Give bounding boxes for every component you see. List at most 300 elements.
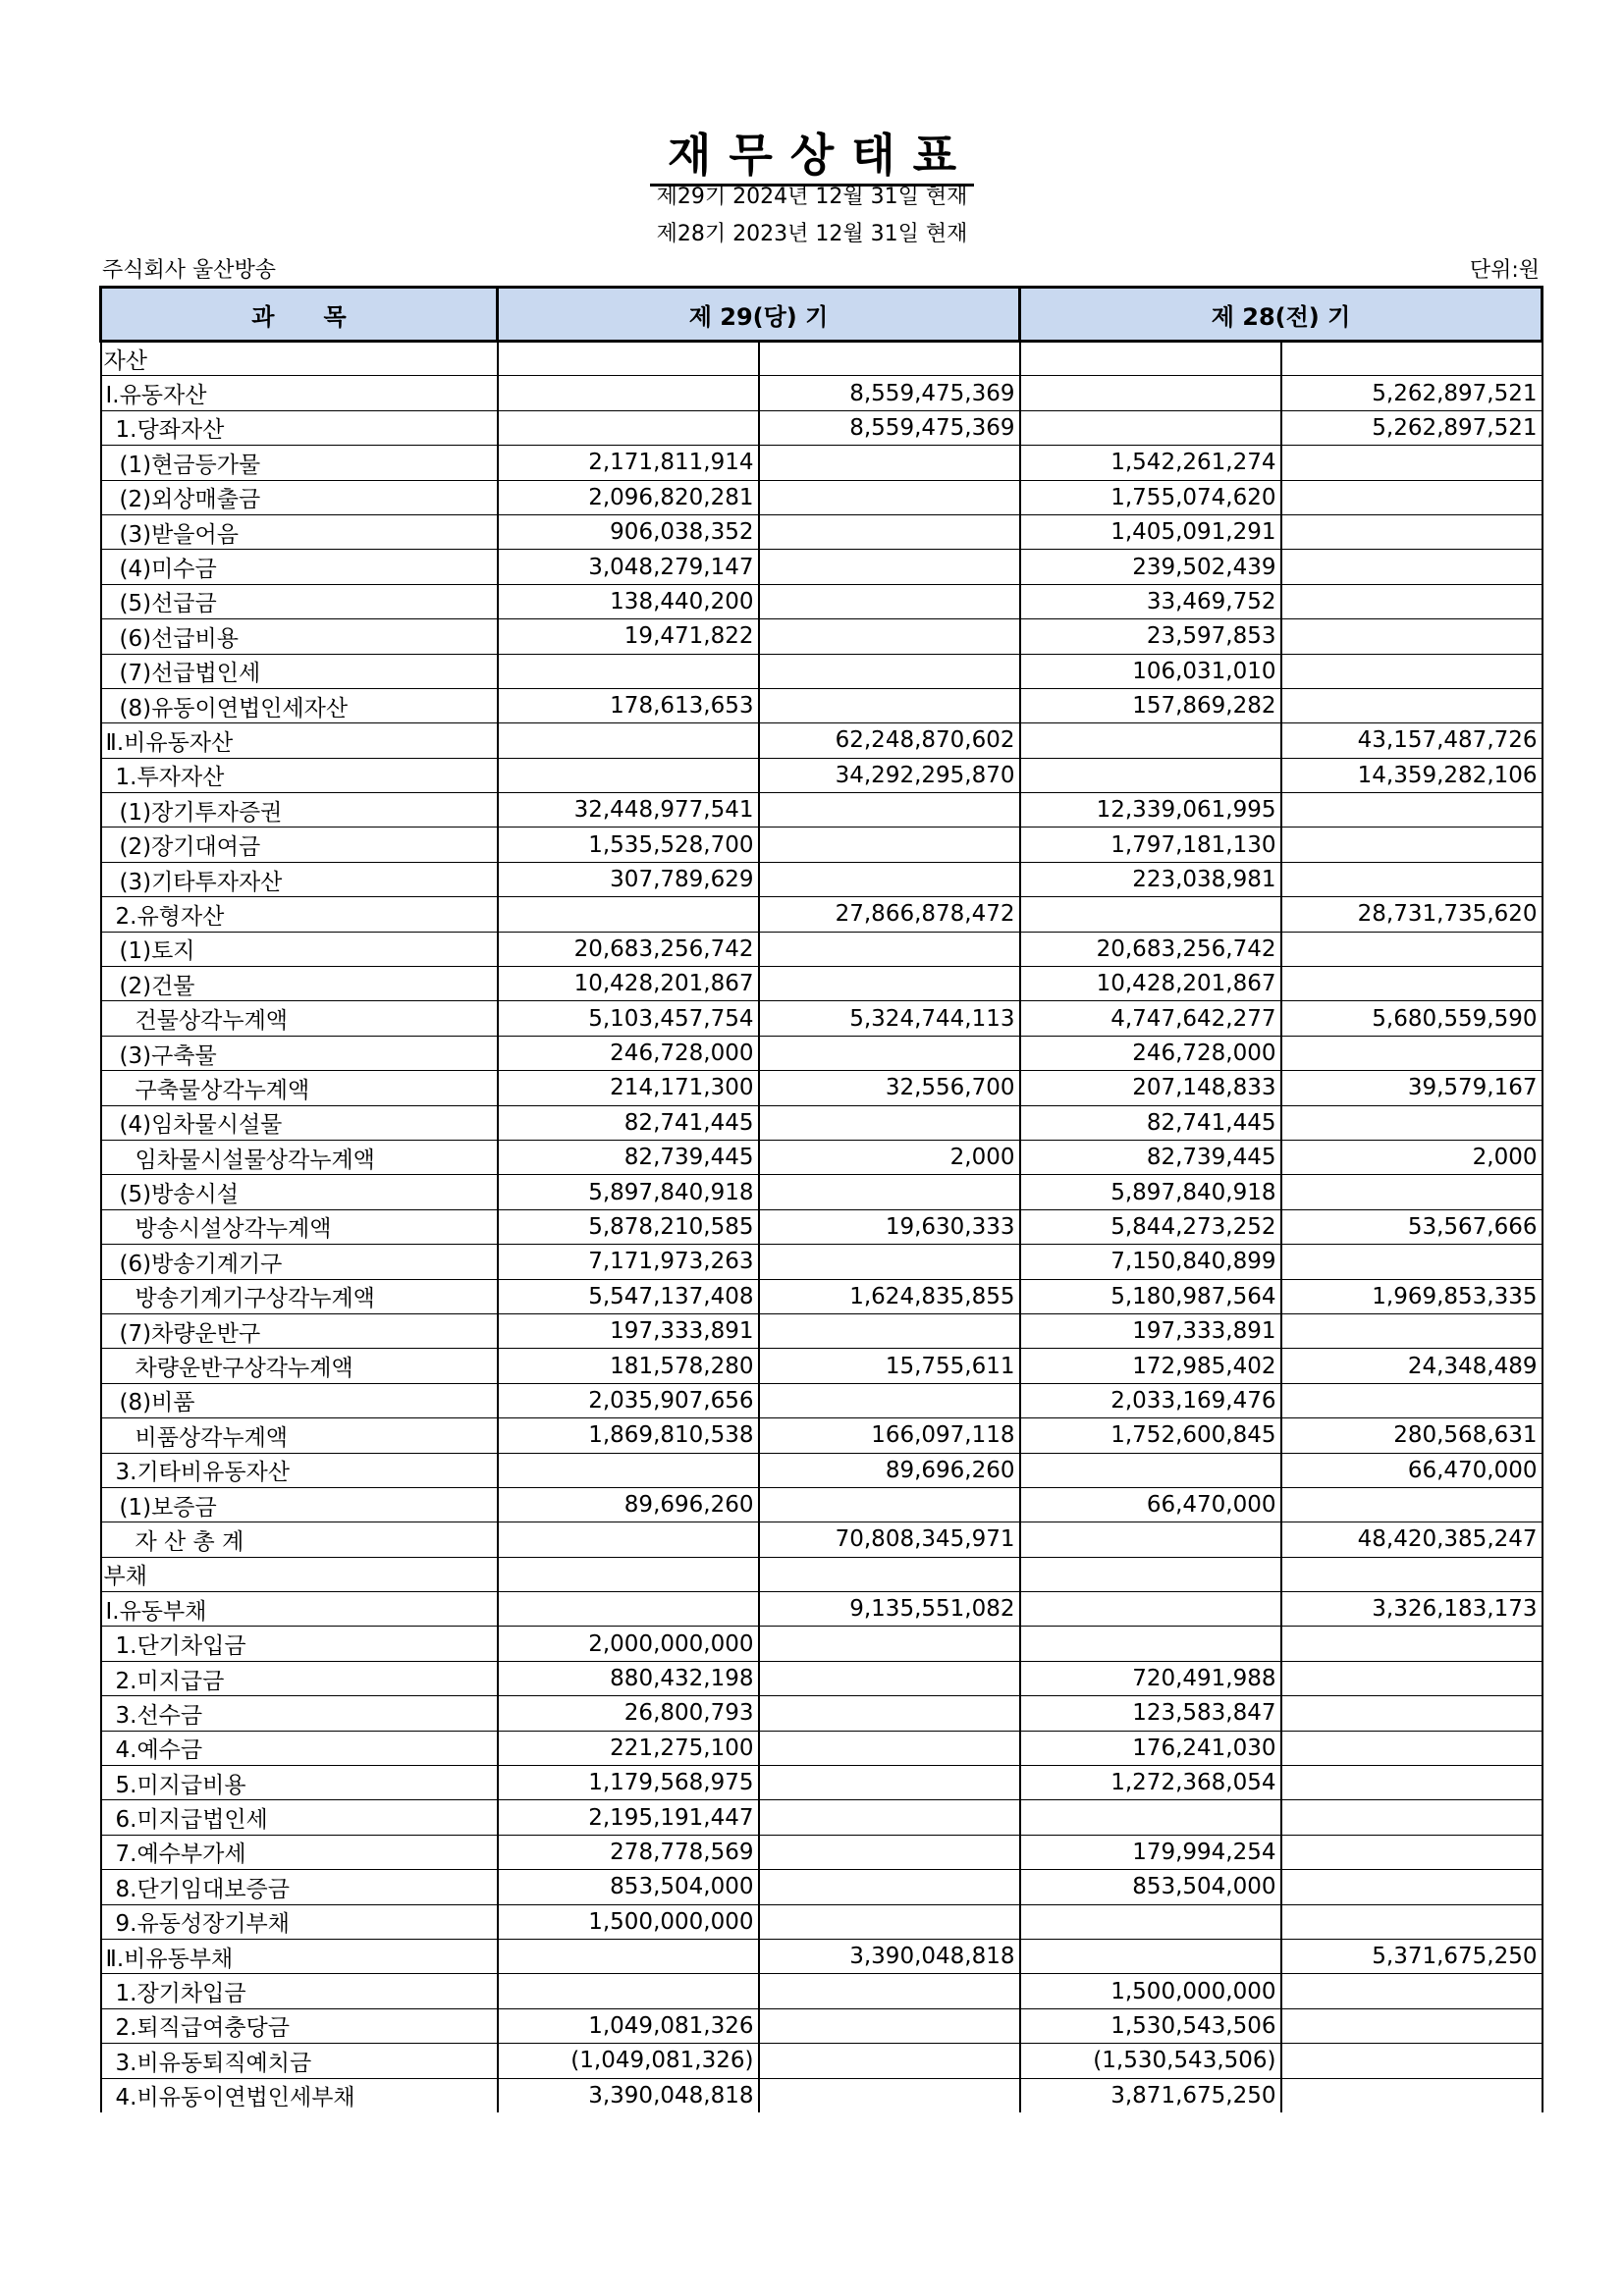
prior-total-cell <box>1281 1696 1543 1731</box>
current-detail-cell: 5,897,840,918 <box>498 1175 759 1209</box>
current-total-cell: 89,696,260 <box>759 1453 1020 1487</box>
table-row <box>101 967 1543 1001</box>
table-row <box>101 828 1543 862</box>
table-row <box>101 1418 1543 1453</box>
prior-detail-cell <box>1020 723 1281 758</box>
prior-detail-cell <box>1020 1800 1281 1835</box>
current-detail-cell: 5,547,137,408 <box>498 1279 759 1313</box>
row-label: 3.기타비유동자산 <box>101 1453 498 1487</box>
row-label: Ⅰ.유동자산 <box>101 376 498 410</box>
header-row <box>101 288 1543 342</box>
prior-total-cell: 280,568,631 <box>1281 1418 1543 1453</box>
row-label: 6.미지급법인세 <box>101 1800 498 1835</box>
prior-total-cell: 39,579,167 <box>1281 1071 1543 1105</box>
row-label: 3.선수금 <box>101 1696 498 1731</box>
current-total-cell: 62,248,870,602 <box>759 723 1020 758</box>
current-total-cell <box>759 1661 1020 1695</box>
prior-detail-cell: 10,428,201,867 <box>1020 967 1281 1001</box>
prior-detail-cell: 1,797,181,130 <box>1020 828 1281 862</box>
row-label: (6)선급비용 <box>101 619 498 654</box>
current-detail-cell <box>498 1453 759 1487</box>
current-total-cell <box>759 828 1020 862</box>
prior-total-cell <box>1281 793 1543 828</box>
table-row <box>101 1557 1543 1591</box>
table-row <box>101 376 1543 410</box>
current-detail-cell: 1,535,528,700 <box>498 828 759 862</box>
current-total-cell <box>759 1835 1020 1869</box>
row-label: 1.투자자산 <box>101 758 498 792</box>
row-label: 차량운반구상각누계액 <box>101 1349 498 1383</box>
header-prior: 제 28(전) 기 <box>1020 288 1543 342</box>
prior-total-cell <box>1281 1487 1543 1522</box>
prior-detail-cell: 197,333,891 <box>1020 1313 1281 1348</box>
header-item: 과 목 <box>101 288 498 342</box>
prior-detail-cell: 223,038,981 <box>1020 862 1281 896</box>
table-row <box>101 1939 1543 1973</box>
current-detail-cell: 221,275,100 <box>498 1731 759 1765</box>
current-total-cell: 2,000 <box>759 1140 1020 1174</box>
current-total-cell <box>759 1105 1020 1140</box>
prior-detail-cell: 3,871,675,250 <box>1020 2078 1281 2112</box>
row-label: 부채 <box>101 1557 498 1591</box>
current-total-cell: 70,808,345,971 <box>759 1522 1020 1557</box>
prior-total-cell <box>1281 1627 1543 1661</box>
prior-detail-cell: 23,597,853 <box>1020 619 1281 654</box>
row-label: 임차물시설물상각누계액 <box>101 1140 498 1174</box>
prior-total-cell: 53,567,666 <box>1281 1209 1543 1244</box>
current-total-cell <box>759 1904 1020 1939</box>
unit-label: 단위:원 <box>1469 258 1540 283</box>
prior-detail-cell: 20,683,256,742 <box>1020 932 1281 966</box>
prior-detail-cell <box>1020 1627 1281 1661</box>
prior-total-cell <box>1281 446 1543 480</box>
current-detail-cell: 246,728,000 <box>498 1036 759 1070</box>
row-label: 1.단기차입금 <box>101 1627 498 1661</box>
row-label: 비품상각누계액 <box>101 1418 498 1453</box>
prior-total-cell <box>1281 2044 1543 2078</box>
current-total-cell <box>759 1557 1020 1591</box>
current-detail-cell <box>498 1592 759 1627</box>
current-total-cell: 34,292,295,870 <box>759 758 1020 792</box>
current-total-cell: 19,630,333 <box>759 1209 1020 1244</box>
row-label: Ⅰ.유동부채 <box>101 1592 498 1627</box>
row-label: (3)기타투자자산 <box>101 862 498 896</box>
current-detail-cell: 1,179,568,975 <box>498 1766 759 1800</box>
current-detail-cell <box>498 1939 759 1973</box>
current-detail-cell: 2,195,191,447 <box>498 1800 759 1835</box>
current-total-cell: 3,390,048,818 <box>759 1939 1020 1973</box>
current-detail-cell <box>498 342 759 376</box>
current-detail-cell: 7,171,973,263 <box>498 1245 759 1279</box>
prior-detail-cell: 179,994,254 <box>1020 1835 1281 1869</box>
table-row <box>101 342 1543 376</box>
table-row <box>101 514 1543 549</box>
current-total-cell <box>759 1036 1020 1070</box>
current-detail-cell: 2,171,811,914 <box>498 446 759 480</box>
header-current: 제 29(당) 기 <box>498 288 1020 342</box>
prior-detail-cell: (1,530,543,506) <box>1020 2044 1281 2078</box>
current-total-cell <box>759 2008 1020 2043</box>
current-total-cell <box>759 862 1020 896</box>
current-detail-cell <box>498 376 759 410</box>
table-row <box>101 619 1543 654</box>
prior-total-cell <box>1281 1974 1543 2008</box>
row-label: 자산 <box>101 342 498 376</box>
table-row <box>101 1661 1543 1695</box>
current-detail-cell: 3,390,048,818 <box>498 2078 759 2112</box>
table-body <box>101 342 1543 2113</box>
prior-total-cell <box>1281 1731 1543 1765</box>
current-total-cell <box>759 932 1020 966</box>
current-total-cell <box>759 1974 1020 2008</box>
table-row <box>101 862 1543 896</box>
row-label: (7)차량운반구 <box>101 1313 498 1348</box>
prior-detail-cell: 1,272,368,054 <box>1020 1766 1281 1800</box>
prior-total-cell <box>1281 932 1543 966</box>
current-total-cell <box>759 793 1020 828</box>
prior-total-cell <box>1281 480 1543 514</box>
table-row <box>101 1140 1543 1174</box>
table-row <box>101 1279 1543 1313</box>
table-row <box>101 1592 1543 1627</box>
current-total-cell: 27,866,878,472 <box>759 897 1020 932</box>
current-detail-cell: 82,739,445 <box>498 1140 759 1174</box>
current-total-cell <box>759 1245 1020 1279</box>
row-label: 자 산 총 계 <box>101 1522 498 1557</box>
current-total-cell: 8,559,475,369 <box>759 376 1020 410</box>
current-detail-cell: 1,869,810,538 <box>498 1418 759 1453</box>
table-row <box>101 654 1543 688</box>
prior-total-cell <box>1281 654 1543 688</box>
current-detail-cell <box>498 897 759 932</box>
prior-total-cell <box>1281 1904 1543 1939</box>
row-label: 건물상각누계액 <box>101 1001 498 1036</box>
prior-total-cell <box>1281 342 1543 376</box>
table-row <box>101 584 1543 618</box>
prior-detail-cell: 7,150,840,899 <box>1020 1245 1281 1279</box>
prior-detail-cell: 1,405,091,291 <box>1020 514 1281 549</box>
current-total-cell <box>759 1487 1020 1522</box>
prior-detail-cell: 66,470,000 <box>1020 1487 1281 1522</box>
table-row <box>101 480 1543 514</box>
row-label: (3)구축물 <box>101 1036 498 1070</box>
table-row <box>101 1870 1543 1904</box>
current-detail-cell: 906,038,352 <box>498 514 759 549</box>
prior-detail-cell: 1,542,261,274 <box>1020 446 1281 480</box>
current-detail-cell <box>498 1974 759 2008</box>
period-prior: 제28기 2023년 12월 31일 현재 <box>656 222 968 246</box>
table-row <box>101 1627 1543 1661</box>
row-label: (2)건물 <box>101 967 498 1001</box>
prior-detail-cell: 246,728,000 <box>1020 1036 1281 1070</box>
table-row <box>101 1766 1543 1800</box>
row-label: (7)선급법인세 <box>101 654 498 688</box>
row-label: (8)비품 <box>101 1383 498 1417</box>
table-row <box>101 1731 1543 1765</box>
prior-total-cell <box>1281 1175 1543 1209</box>
row-label: 1.당좌자산 <box>101 410 498 445</box>
prior-detail-cell: 2,033,169,476 <box>1020 1383 1281 1417</box>
table-row <box>101 1522 1543 1557</box>
row-label: (3)받을어음 <box>101 514 498 549</box>
current-total-cell <box>759 619 1020 654</box>
current-total-cell <box>759 1800 1020 1835</box>
table-row <box>101 897 1543 932</box>
row-label: (2)외상매출금 <box>101 480 498 514</box>
current-detail-cell: 214,171,300 <box>498 1071 759 1105</box>
prior-total-cell <box>1281 2078 1543 2112</box>
prior-detail-cell: 12,339,061,995 <box>1020 793 1281 828</box>
current-detail-cell: 181,578,280 <box>498 1349 759 1383</box>
current-detail-cell <box>498 1522 759 1557</box>
table-row <box>101 1800 1543 1835</box>
table-row <box>101 793 1543 828</box>
row-label: (8)유동이연법인세자산 <box>101 688 498 722</box>
row-label: (5)선급금 <box>101 584 498 618</box>
table-row <box>101 1487 1543 1522</box>
row-label: 3.비유동퇴직예치금 <box>101 2044 498 2078</box>
prior-detail-cell: 172,985,402 <box>1020 1349 1281 1383</box>
prior-total-cell <box>1281 1835 1543 1869</box>
row-label: 2.미지급금 <box>101 1661 498 1695</box>
current-detail-cell: 19,471,822 <box>498 619 759 654</box>
row-label: Ⅱ.비유동부채 <box>101 1939 498 1973</box>
current-detail-cell: 197,333,891 <box>498 1313 759 1348</box>
prior-total-cell <box>1281 1313 1543 1348</box>
current-detail-cell <box>498 758 759 792</box>
prior-detail-cell <box>1020 897 1281 932</box>
table-row <box>101 2044 1543 2078</box>
current-total-cell <box>759 584 1020 618</box>
row-label: (6)방송기계기구 <box>101 1245 498 1279</box>
current-total-cell <box>759 480 1020 514</box>
current-total-cell: 1,624,835,855 <box>759 1279 1020 1313</box>
current-total-cell <box>759 446 1020 480</box>
current-total-cell <box>759 1731 1020 1765</box>
prior-detail-cell: 720,491,988 <box>1020 1661 1281 1695</box>
current-detail-cell: 853,504,000 <box>498 1870 759 1904</box>
current-total-cell: 32,556,700 <box>759 1071 1020 1105</box>
table-row <box>101 1175 1543 1209</box>
table-row <box>101 758 1543 792</box>
current-total-cell <box>759 1627 1020 1661</box>
table-row <box>101 932 1543 966</box>
prior-total-cell: 1,969,853,335 <box>1281 1279 1543 1313</box>
current-total-cell <box>759 2078 1020 2112</box>
current-detail-cell: 3,048,279,147 <box>498 550 759 584</box>
prior-total-cell <box>1281 1661 1543 1695</box>
current-detail-cell: (1,049,081,326) <box>498 2044 759 2078</box>
prior-detail-cell: 5,180,987,564 <box>1020 1279 1281 1313</box>
current-total-cell <box>759 688 1020 722</box>
row-label: (1)장기투자증권 <box>101 793 498 828</box>
prior-total-cell <box>1281 1383 1543 1417</box>
balance-sheet-table <box>99 286 1543 2112</box>
prior-total-cell <box>1281 862 1543 896</box>
prior-detail-cell: 853,504,000 <box>1020 1870 1281 1904</box>
prior-detail-cell <box>1020 342 1281 376</box>
prior-total-cell <box>1281 1800 1543 1835</box>
prior-total-cell: 43,157,487,726 <box>1281 723 1543 758</box>
current-detail-cell: 1,049,081,326 <box>498 2008 759 2043</box>
prior-detail-cell <box>1020 1453 1281 1487</box>
prior-detail-cell: 1,500,000,000 <box>1020 1974 1281 2008</box>
table-row <box>101 2008 1543 2043</box>
row-label: 방송시설상각누계액 <box>101 1209 498 1244</box>
prior-total-cell: 5,262,897,521 <box>1281 376 1543 410</box>
table-row <box>101 410 1543 445</box>
prior-detail-cell <box>1020 1939 1281 1973</box>
prior-total-cell <box>1281 1245 1543 1279</box>
current-detail-cell: 20,683,256,742 <box>498 932 759 966</box>
current-detail-cell: 89,696,260 <box>498 1487 759 1522</box>
current-detail-cell: 880,432,198 <box>498 1661 759 1695</box>
prior-detail-cell <box>1020 1904 1281 1939</box>
table-row <box>101 723 1543 758</box>
prior-detail-cell: 123,583,847 <box>1020 1696 1281 1731</box>
prior-total-cell <box>1281 550 1543 584</box>
prior-detail-cell: 5,897,840,918 <box>1020 1175 1281 1209</box>
prior-detail-cell: 1,755,074,620 <box>1020 480 1281 514</box>
row-label: Ⅱ.비유동자산 <box>101 723 498 758</box>
current-detail-cell: 10,428,201,867 <box>498 967 759 1001</box>
current-total-cell <box>759 550 1020 584</box>
prior-total-cell: 48,420,385,247 <box>1281 1522 1543 1557</box>
table-row <box>101 1696 1543 1731</box>
table-row <box>101 1001 1543 1036</box>
prior-detail-cell: 1,752,600,845 <box>1020 1418 1281 1453</box>
table-row <box>101 1071 1543 1105</box>
prior-total-cell <box>1281 967 1543 1001</box>
table-row <box>101 1313 1543 1348</box>
current-total-cell <box>759 967 1020 1001</box>
current-total-cell <box>759 1696 1020 1731</box>
prior-total-cell <box>1281 1036 1543 1070</box>
current-total-cell <box>759 654 1020 688</box>
row-label: 구축물상각누계액 <box>101 1071 498 1105</box>
table-row <box>101 1974 1543 2008</box>
row-label: 2.유형자산 <box>101 897 498 932</box>
table-row <box>101 446 1543 480</box>
row-label: 8.단기임대보증금 <box>101 1870 498 1904</box>
prior-detail-cell: 1,530,543,506 <box>1020 2008 1281 2043</box>
current-detail-cell: 278,778,569 <box>498 1835 759 1869</box>
current-total-cell <box>759 1313 1020 1348</box>
current-detail-cell: 5,878,210,585 <box>498 1209 759 1244</box>
prior-detail-cell: 106,031,010 <box>1020 654 1281 688</box>
current-total-cell <box>759 514 1020 549</box>
row-label: (2)장기대여금 <box>101 828 498 862</box>
row-label: 방송기계기구상각누계액 <box>101 1279 498 1313</box>
prior-detail-cell: 4,747,642,277 <box>1020 1001 1281 1036</box>
prior-total-cell <box>1281 1105 1543 1140</box>
prior-total-cell <box>1281 514 1543 549</box>
current-total-cell: 8,559,475,369 <box>759 410 1020 445</box>
row-label: (1)현금등가물 <box>101 446 498 480</box>
prior-detail-cell <box>1020 1522 1281 1557</box>
period-current: 제29기 2024년 12월 31일 현재 <box>656 185 968 209</box>
table-row <box>101 1904 1543 1939</box>
company-name: 주식회사 울산방송 <box>102 258 277 283</box>
current-detail-cell: 1,500,000,000 <box>498 1904 759 1939</box>
prior-detail-cell: 207,148,833 <box>1020 1071 1281 1105</box>
prior-total-cell: 3,326,183,173 <box>1281 1592 1543 1627</box>
prior-total-cell <box>1281 619 1543 654</box>
prior-detail-cell <box>1020 758 1281 792</box>
current-total-cell <box>759 1175 1020 1209</box>
table-row <box>101 2078 1543 2112</box>
current-total-cell: 9,135,551,082 <box>759 1592 1020 1627</box>
current-total-cell: 5,324,744,113 <box>759 1001 1020 1036</box>
current-total-cell: 166,097,118 <box>759 1418 1020 1453</box>
prior-total-cell <box>1281 1557 1543 1591</box>
table-row <box>101 688 1543 722</box>
current-detail-cell <box>498 1557 759 1591</box>
row-label: (1)토지 <box>101 932 498 966</box>
prior-detail-cell: 5,844,273,252 <box>1020 1209 1281 1244</box>
prior-total-cell: 66,470,000 <box>1281 1453 1543 1487</box>
prior-detail-cell: 239,502,439 <box>1020 550 1281 584</box>
current-detail-cell <box>498 654 759 688</box>
prior-total-cell <box>1281 1766 1543 1800</box>
table-row <box>101 1383 1543 1417</box>
current-detail-cell: 138,440,200 <box>498 584 759 618</box>
table-row <box>101 1245 1543 1279</box>
current-total-cell: 15,755,611 <box>759 1349 1020 1383</box>
current-total-cell <box>759 1766 1020 1800</box>
prior-total-cell <box>1281 828 1543 862</box>
prior-total-cell: 5,680,559,590 <box>1281 1001 1543 1036</box>
prior-total-cell: 5,371,675,250 <box>1281 1939 1543 1973</box>
prior-total-cell: 28,731,735,620 <box>1281 897 1543 932</box>
prior-detail-cell: 176,241,030 <box>1020 1731 1281 1765</box>
prior-detail-cell <box>1020 1557 1281 1591</box>
row-label: 2.퇴직급여충당금 <box>101 2008 498 2043</box>
prior-total-cell: 5,262,897,521 <box>1281 410 1543 445</box>
current-detail-cell: 2,096,820,281 <box>498 480 759 514</box>
row-label: 7.예수부가세 <box>101 1835 498 1869</box>
prior-detail-cell: 157,869,282 <box>1020 688 1281 722</box>
prior-total-cell: 14,359,282,106 <box>1281 758 1543 792</box>
current-detail-cell <box>498 723 759 758</box>
prior-detail-cell <box>1020 376 1281 410</box>
current-detail-cell: 2,000,000,000 <box>498 1627 759 1661</box>
current-detail-cell: 32,448,977,541 <box>498 793 759 828</box>
row-label: 1.장기차입금 <box>101 1974 498 2008</box>
prior-detail-cell <box>1020 1592 1281 1627</box>
current-total-cell <box>759 1870 1020 1904</box>
prior-total-cell <box>1281 1870 1543 1904</box>
row-label: 5.미지급비용 <box>101 1766 498 1800</box>
table-row <box>101 1209 1543 1244</box>
current-detail-cell: 82,741,445 <box>498 1105 759 1140</box>
current-detail-cell: 178,613,653 <box>498 688 759 722</box>
row-label: (4)임차물시설물 <box>101 1105 498 1140</box>
row-label: 4.예수금 <box>101 1731 498 1765</box>
table-row <box>101 550 1543 584</box>
prior-total-cell <box>1281 688 1543 722</box>
prior-total-cell <box>1281 584 1543 618</box>
prior-detail-cell <box>1020 410 1281 445</box>
prior-total-cell: 2,000 <box>1281 1140 1543 1174</box>
page-title: 재무상태표 <box>0 120 1624 185</box>
current-detail-cell <box>498 410 759 445</box>
row-label: (1)보증금 <box>101 1487 498 1522</box>
table-row <box>101 1835 1543 1869</box>
current-detail-cell: 5,103,457,754 <box>498 1001 759 1036</box>
prior-detail-cell: 82,741,445 <box>1020 1105 1281 1140</box>
current-detail-cell: 26,800,793 <box>498 1696 759 1731</box>
